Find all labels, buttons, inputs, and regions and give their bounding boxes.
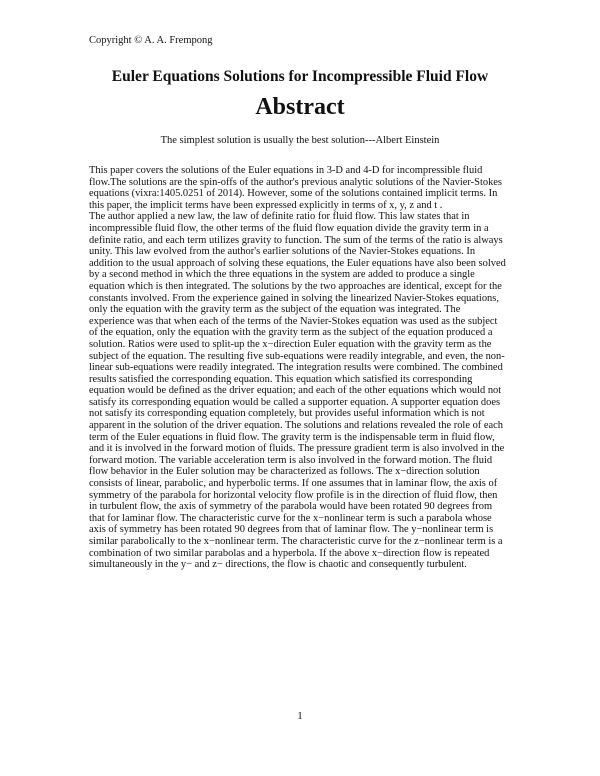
abstract-line: not satisfy its corresponding equation completely, but provides useful information which is not <box>89 408 485 420</box>
abstract-line: axis of symmetry has been rotated 90 degrees from that of laminar flow. The y−nonlinear term is <box>89 524 494 536</box>
abstract-line: experience was that when each of the terms of the Navier-Stokes equation was used as the subject <box>89 315 498 327</box>
abstract-line: by a second method in which the three equations in the system are added to produce a single <box>89 269 475 281</box>
abstract-line: linear sub-equations were readily integrated. The integration results were combined. The combined <box>89 362 503 374</box>
abstract-line: term of the Euler equations in fluid flow. The gravity term is the indispensable term in fluid flow, <box>89 431 495 443</box>
abstract-line: results satisfied the corresponding equation. This equation which satisfied its corresponding <box>89 373 473 385</box>
abstract-line: subject of the equation. The resulting five sub-equations were readily integrable, and even, the non- <box>89 350 505 362</box>
abstract-line: only the equation with the gravity term as the subject of the equation was integrated. The <box>89 304 461 316</box>
abstract-line: this paper, the implicit terms have been expressed explicitly in terms of x, y, z and t . <box>89 199 443 211</box>
abstract-line: and it is involved in the forward motion of fluids. The pressure gradient term is also involved in the <box>89 443 505 455</box>
abstract-line: in turbulent flow, the axis of symmetry of the parabola would have been rotated 90 degrees from <box>89 501 493 513</box>
abstract-line: of the equation, only the equation with the gravity term as the subject of the equation produced a <box>89 327 493 339</box>
abstract-line: constants involved. From the experience gained in solving the linearized Navier-Stokes equations, <box>89 292 499 304</box>
abstract-line: flow behavior in the Euler solution may be characterized as follows. The x−direction solution <box>89 466 480 478</box>
abstract-line: incompressible fluid flow, the other terms of the fluid flow equation divide the gravity term in a <box>89 222 489 234</box>
abstract-line: equations (vixra:1405.0251 of 2014). However, some of the solutions contained implicit terms. In <box>89 188 498 200</box>
abstract-line: definite ratio, and each term utilizes gravity to function. The sum of the terms of the ratio is always <box>89 234 503 246</box>
abstract-line: symmetry of the parabola for horizontal velocity flow profile is in the direction of fluid flow, then <box>89 489 498 501</box>
abstract-line: equation which is then integrated. The solutions by the two approaches are identical, except for the <box>89 280 502 292</box>
abstract-line: that for laminar flow. The characteristic curve for the x−nonlinear term is such a parabola whose <box>89 512 492 524</box>
copyright-notice: Copyright © A. A. Frempong <box>89 35 213 46</box>
abstract-line: satisfy its corresponding equation would be called a supporter equation. A supporter equation does <box>89 396 501 408</box>
abstract-line: apparent in the solution of the driver equation. The solutions and relations revealed the role of each <box>89 420 503 432</box>
abstract-line: solution. Ratios were used to split-up the x−direction Euler equation with the gravity term as the <box>89 338 492 350</box>
abstract-line: simultaneously in the y− and z− directions, the flow is chaotic and consequently turbulent. <box>89 559 467 571</box>
abstract-line: consists of linear, parabolic, and hyperbolic terms. If one assumes that in laminar flow, the axis of <box>89 478 498 490</box>
abstract-body <box>89 165 529 571</box>
abstract-line: This paper covers the solutions of the Euler equations in 3-D and 4-D for incompressible fluid <box>89 165 483 176</box>
abstract-line: equation would be defined as the driver equation; and each of the other equations which would not <box>89 385 502 397</box>
abstract-line: combination of two similar parabolas and a hyperbola. If the above x−direction flow is repeated <box>89 547 490 559</box>
paper-title: Euler Equations Solutions for Incompressible Fluid Flow <box>111 68 489 85</box>
abstract-line: unity. This law evolved from the author's earlier solutions of the Navier-Stokes equations. In <box>89 246 476 258</box>
abstract-line: forward motion. The variable acceleration term is also involved in the forward motion. The fluid <box>89 454 493 466</box>
abstract-line: The author applied a new law, the law of definite ratio for fluid flow. This law states that in <box>89 211 470 223</box>
abstract-line: addition to the usual approach of solving these equations, the Euler equations have also been solved <box>89 257 506 269</box>
abstract-line: flow.The solutions are the spin-offs of the author's previous analytic solutions of the Navier-Stokes <box>89 176 502 188</box>
abstract-heading: Abstract <box>255 94 345 120</box>
epigraph-quote: The simplest solution is usually the best solution---Albert Einstein <box>160 135 440 146</box>
page-number: 1 <box>297 710 303 722</box>
abstract-line: similar parabolically to the x−nonlinear term. The characteristic curve for the z−nonlinear term is a <box>89 536 503 547</box>
